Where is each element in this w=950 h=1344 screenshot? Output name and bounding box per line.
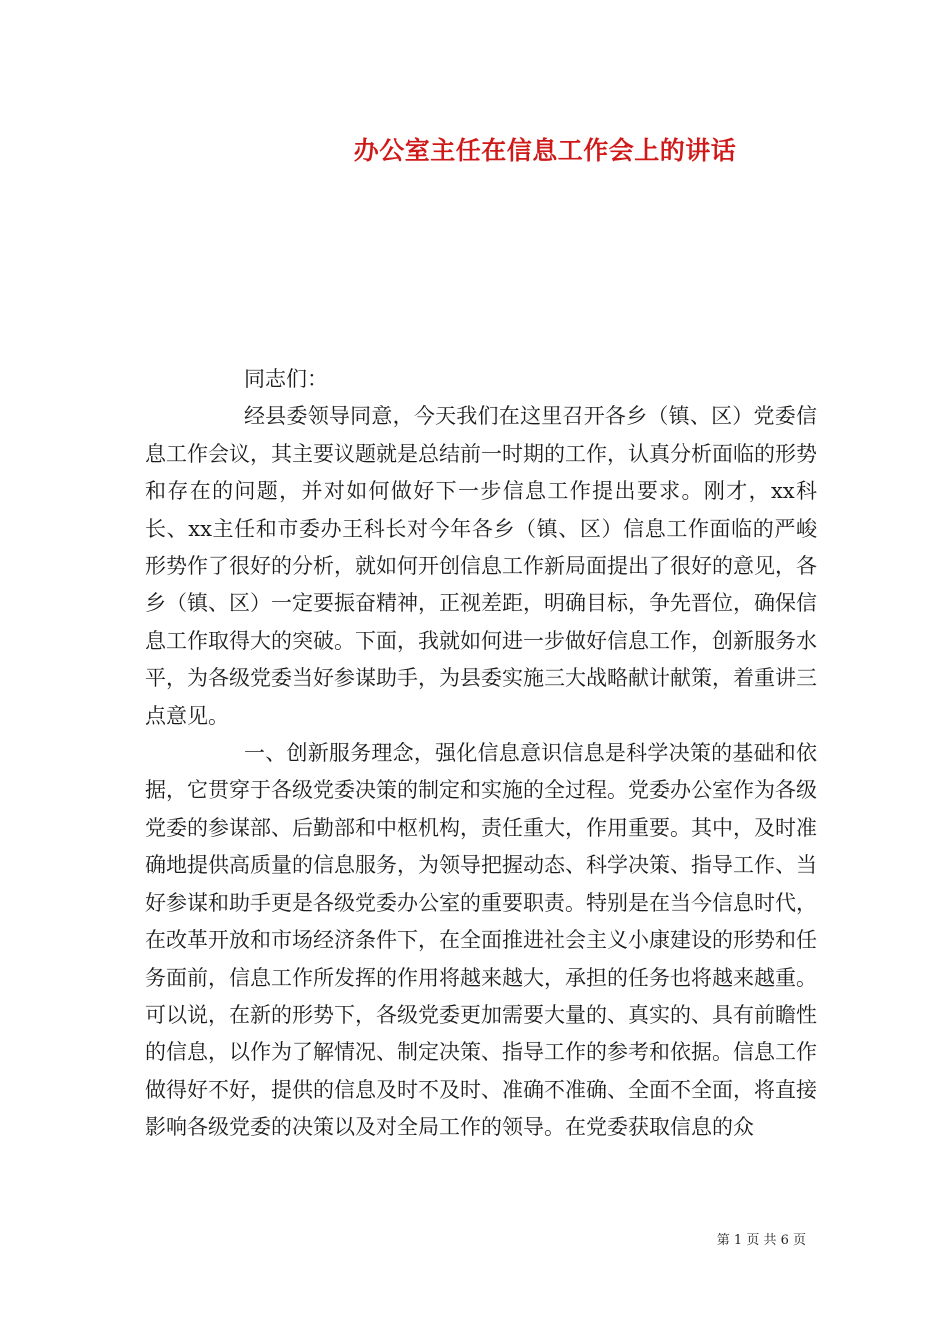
page-number-footer: 第 1 页 共 6 页 (716, 1233, 806, 1248)
document-body (145, 361, 817, 1147)
salutation: 同志们： (244, 367, 328, 391)
document-title: 办公室主任在信息工作会上的讲话 (353, 136, 737, 165)
body-paragraph: 经县委领导同意，今天我们在这里召开各乡（镇、区）党委信息工作会议，其主要议题就是总结前一时期的工作，认真分析面临的形势和存在的问题，并对如何做好下一步信息工作提出要求。刚才，xx科长、xx主任和市委办王科长对今年各乡（镇、区）信息工作面临的严峻形势作了很好的分析，就如何开创信息工作新局面提出了很好的意见，各乡（镇、区）一定要振奋精神，正视差距，明确目标，争先晋位，确保信息工作取得大的突破。下面，我就如何进一步做好信息工作，创新服务水平，为各级党委当好参谋助手，为县委实施三大战略献计献策，着重讲三点意见。 (145, 404, 817, 728)
body-paragraph: 一、创新服务理念，强化信息意识信息是科学决策的基础和依据，它贯穿于各级党委决策的制定和实施的全过程。党委办公室作为各级党委的参谋部、后勤部和中枢机构，责任重大，作用重要。其中，及时准确地提供高质量的信息服务，为领导把握动态、科学决策、指导工作、当好参谋和助手更是各级党委办公室的重要职责。特别是在当今信息时代，在改革开放和市场经济条件下，在全面推进社会主义小康建设的形势和任务面前，信息工作所发挥的作用将越来越大，承担的任务也将越来越重。可以说，在新的形势下，各级党委更加需要大量的、真实的、具有前瞻性的信息，以作为了解情况、制定决策、指导工作的参考和依据。信息工作做得好不好，提供的信息及时不及时、准确不准确、全面不全面，将直接影响各级党委的决策以及对全局工作的领导。在党委获取信息的众 (145, 741, 817, 1140)
